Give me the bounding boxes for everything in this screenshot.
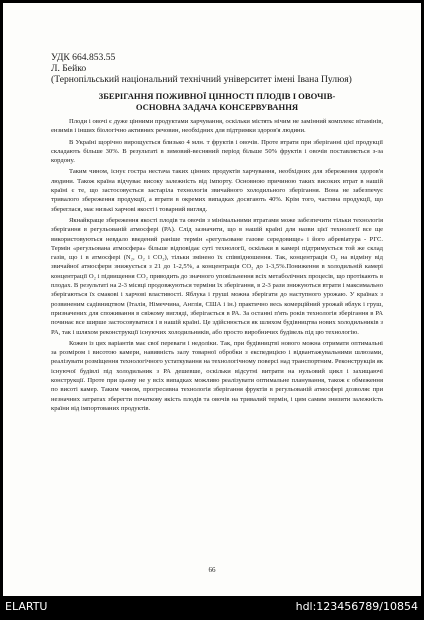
title-line-1: ЗБЕРІГАННЯ ПОЖИВНОЇ ЦІННОСТІ ПЛОДІВ І ОВОЧІВ- <box>98 91 336 101</box>
article-content <box>51 52 383 413</box>
page-number: 66 <box>208 566 216 574</box>
viewer-footer-bar <box>0 596 424 620</box>
paragraph-3: Таким чином, існує гостра нестача таких цінних продуктів харчування, необхідних для збереження здоров'я людини. Також країна відчуває високу залежність від імпорту. Основною причиною таких високих втрат в нашій країні є те, що застосовується застаріла технологія звичайного холодильного зберігання. Вона не забезпечує тривалого збереження продукції, а втрати в окремих випадках досягають 40%. Крім того, частина продукції, що збереглася, має низькі харчові якості і товарний вигляд. <box>51 168 383 213</box>
paragraph-4: Якнайкраще збереження якості плодів та овочів з мінімальними втратами може забезпечити тільки технологія зберігання в регульованій атмосфері (РА). Слід зазначити, що в нашій країні для назви цієї технології все ще використовуються невдало введений раніше термін «регульоване газове середовище» і його абревіатура - РГС. Термін «регульована атмосфера» більше відповідає суті технології, оскільки в камері підтримується той же склад газів, що і в атмосфері (N₂, O₂ і CO₂), тільки змінено їх співвідношення. Так, концентрація O₂ на відміну від звичайної атмосфери знижується з 21 до 1-2,5%, а концентрація CO₂ до 1-3,5%.Пониження в холодильній камері концентрації O₂ і підвищення CO₂ приводить до значного уповільнення всіх метаболічних процесів, що протікають в плодах. В результаті на 2-3 місяці продовжуються терміни їх зберігання, в 2-3 рази знижуються втрати і максимально зберігаються їх смакові і харчові властивості. Яблука і груші можна зберігати до наступного урожаю. У країнах з розвиненим садівництвом (Італія, Німеччина, Англія, США і ін.) практично весь комерційний урожай яблук і груш, призначених для споживання в свіжому вигляді, зберігається в РА. За останні п'ять років технологія зберігання в РА починає все ширше застосовуватися і в нашій країні. Це здійснюється як шляхом будівництва нових холодильників з РА, так і шляхом реконструкції існуючих холодильників, або просто виробничих будівель під цю технологію. <box>51 216 383 336</box>
author-name: Л. Бейко <box>51 63 87 74</box>
paragraph-1: Плоди і овочі є дуже цінними продуктами харчування, оскільки містять нічим не замінний комплекс вітамінів, ензимів і інших біологічно активних речовин, необхідних для підтримки здоров'я людини. <box>51 118 383 135</box>
handle-identifier: hdl:123456789/10854 <box>295 600 418 613</box>
paragraph-5: Кожен із цих варіантів має свої переваги і недоліки. Так, при будівництві нового можна отримати оптимальні за розміром і висотою камери, навивність залу товарної обробки з експедицією і відвантажувальними шлюзами, реалізувати розміщення технологічного устаткування на технологічному поверсі над транспортним. Реконструкція як існуючої будівлі під холодильник з РА дешевше, оскільки відсутні витрати на нульовий цикл і захищаючі конструкції. Проте при цьому не у всіх випадках можливо реалізувати оптимальне планування, також є обмеження по висоті камер. Таким чином, прогресивна технологія зберігання фруктів в регульованій атмосфері дозволяє при незначних затратах зберегти початкову якість плодів та овочів на тривалий термін, і цим самим знизити залежність країни від імпортованих продуктів. <box>51 339 383 412</box>
article-title <box>51 91 383 113</box>
title-line-2: ОСНОВНА ЗАДАЧА КОНСЕРВУВАННЯ <box>135 102 299 112</box>
document-page <box>3 3 421 596</box>
article-body <box>51 117 383 413</box>
author-affiliation: (Тернопільський національний технічний університет імені Івана Пулюя) <box>51 74 352 85</box>
paragraph-2: В Україні щорічно вирощується близько 4 млн. т фруктів і овочів. Проте втрати при зберіганні цієї продукції складають більше 30%. В результаті в зимовий-весняний період більше 50% фруктів і овочів поставляється з-за кордону. <box>51 138 383 165</box>
repository-name: ELARTU <box>5 600 48 613</box>
udc-code: УДК 664.853.55 <box>51 52 116 63</box>
